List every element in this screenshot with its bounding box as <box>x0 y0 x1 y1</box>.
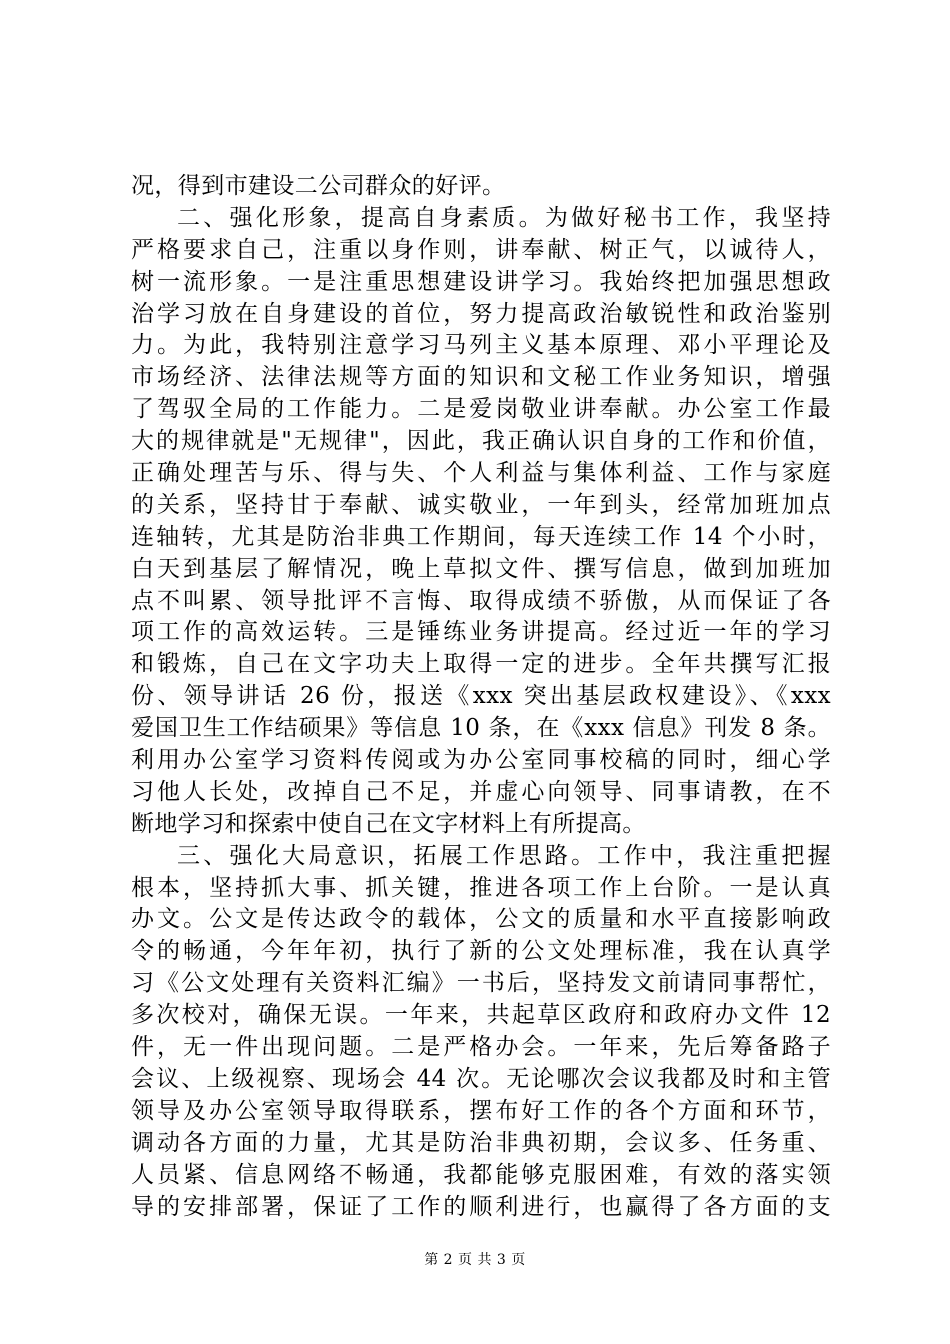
page-footer: 第 2 页 共 3 页 <box>424 1252 526 1268</box>
paragraph-start-line: 三、强化大局意识，拓展工作思路。工作中，我注重把握 <box>177 842 831 869</box>
text-line: 正确处理苦与乐、得与失、个人利益与集体利益、工作与家庭 <box>131 460 831 487</box>
text-line: 点不叫累、领导批评不言悔、取得成绩不骄傲，从而保证了各 <box>131 587 831 614</box>
text-line: 件，无一件出现问题。二是严格办会。一年来，先后筹备路子 <box>131 1034 831 1061</box>
text-line: 了驾驭全局的工作能力。二是爱岗敬业讲奉献。办公室工作最 <box>131 396 831 423</box>
text-line: 的关系，坚持甘于奉献、诚实敬业，一年到头，经常加班加点 <box>131 491 831 518</box>
text-line: 树一流形象。一是注重思想建设讲学习。我始终把加强思想政 <box>131 268 831 295</box>
text-line: 白天到基层了解情况，晚上草拟文件、撰写信息，做到加班加 <box>131 555 831 582</box>
text-line: 令的畅通，今年年初，执行了新的公文处理标准，我在认真学 <box>131 938 831 965</box>
text-line: 严格要求自己，注重以身作则，讲奉献、树正气，以诚待人， <box>131 236 831 263</box>
text-line: 连轴转，尤其是防治非典工作期间，每天连续工作 14 个小时， <box>131 523 831 550</box>
text-line: 治学习放在自身建设的首位，努力提高政治敏锐性和政治鉴别 <box>131 300 831 327</box>
paragraph-start-line: 二、强化形象，提高自身素质。为做好秘书工作，我坚持 <box>177 204 831 231</box>
text-line: 根本，坚持抓大事、抓关键，推进各项工作上台阶。一是认真 <box>131 874 831 901</box>
text-line: 领导及办公室领导取得联系，摆布好工作的各个方面和环节， <box>131 1097 831 1124</box>
text-line: 份、领导讲话 26 份，报送《xxx 突出基层政权建设》、《xxx <box>131 683 831 710</box>
text-line: 市场经济、法律法规等方面的知识和文秘工作业务知识，增强 <box>131 364 831 391</box>
text-line: 办文。公文是传达政令的载体，公文的质量和水平直接影响政 <box>131 906 831 933</box>
text-line: 项工作的高效运转。三是锤练业务讲提高。经过近一年的学习 <box>131 619 831 646</box>
text-line: 利用办公室学习资料传阅或为办公室同事校稿的同时，细心学 <box>131 747 831 774</box>
text-line: 多次校对，确保无误。一年来，共起草区政府和政府办文件 12 <box>131 1002 831 1029</box>
text-line: 力。为此，我特别注意学习马列主义基本原理、邓小平理论及 <box>131 332 831 359</box>
text-line: 调动各方面的力量，尤其是防治非典初期，会议多、任务重、 <box>131 1129 831 1156</box>
text-line: 况，得到市建设二公司群众的好评。 <box>131 173 506 199</box>
text-line: 和锻炼，自己在文字功夫上取得一定的进步。全年共撰写汇报 <box>131 651 831 678</box>
text-line: 习《公文处理有关资料汇编》一书后，坚持发文前请同事帮忙， <box>131 970 831 997</box>
text-line: 会议、上级视察、现场会 44 次。无论哪次会议我都及时和主管 <box>131 1065 831 1092</box>
text-line: 人员紧、信息网络不畅通，我都能够克服困难，有效的落实领 <box>131 1161 831 1188</box>
text-line: 习他人长处，改掉自己不足，并虚心向领导、同事请教，在不 <box>131 778 831 805</box>
text-line: 大的规律就是"无规律"，因此，我正确认识自身的工作和价值， <box>131 428 831 455</box>
text-line: 导的安排部署，保证了工作的顺利进行，也赢得了各方面的支 <box>131 1193 831 1220</box>
text-line: 断地学习和探索中使自己在文字材料上有所提高。 <box>131 810 646 837</box>
text-line: 爱国卫生工作结硕果》等信息 10 条，在《xxx 信息》刊发 8 条。 <box>131 715 831 742</box>
body-text <box>131 171 831 1223</box>
